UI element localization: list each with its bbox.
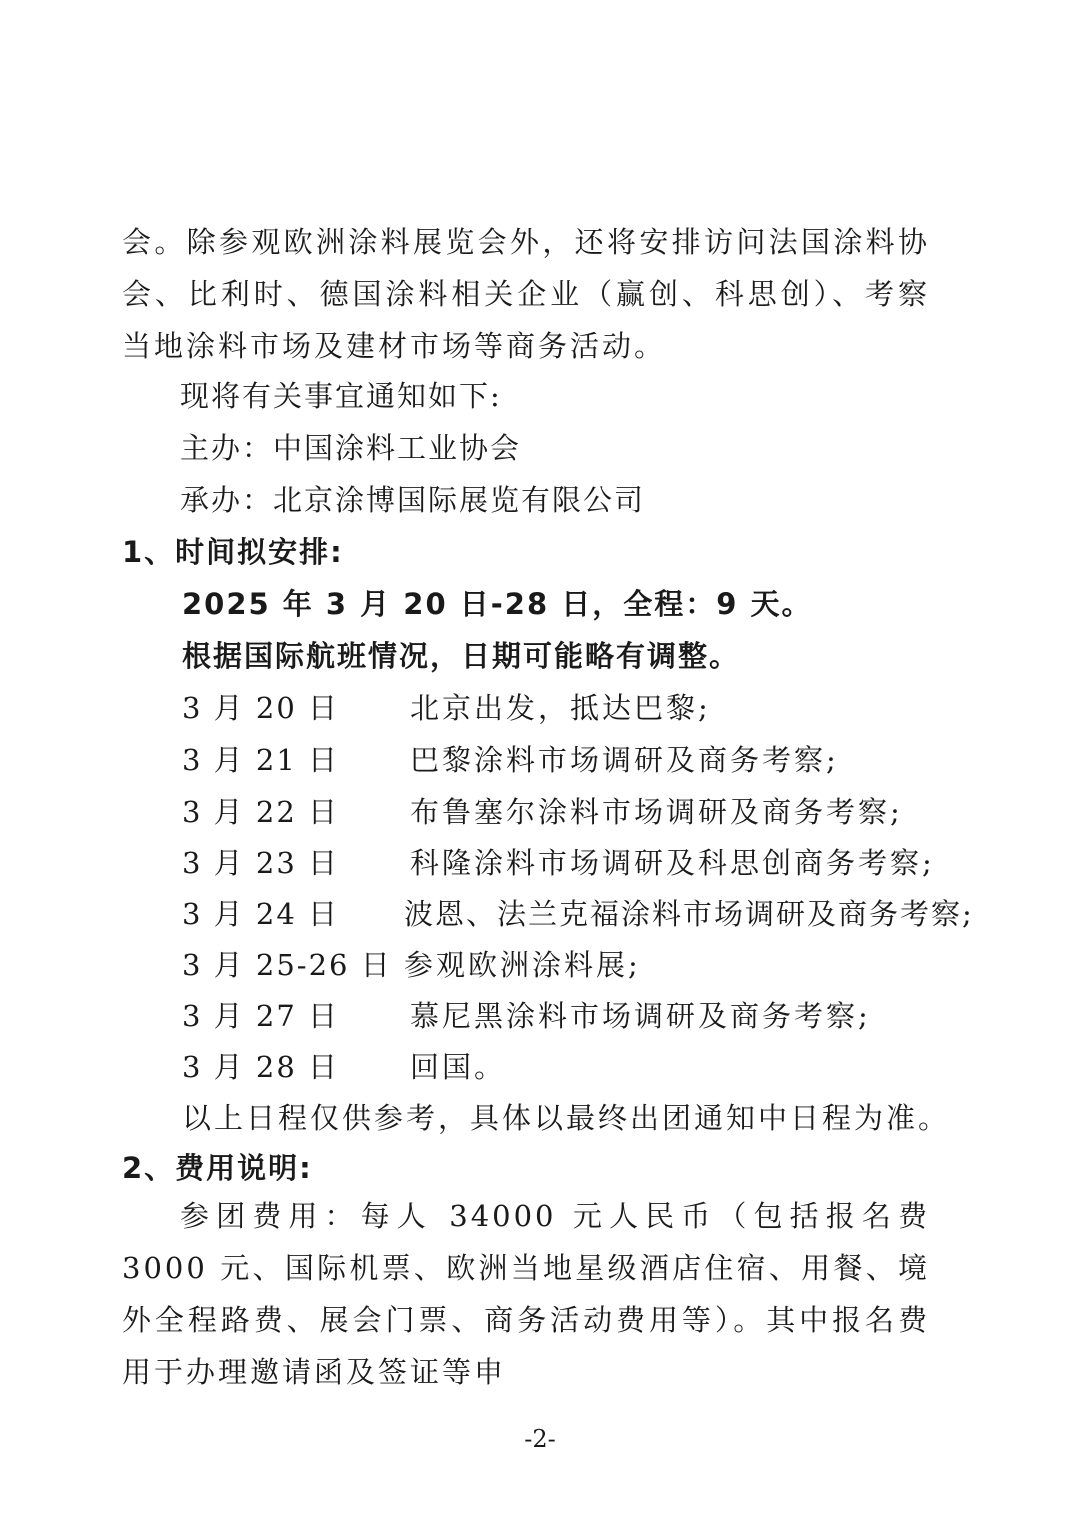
notice-line: 现将有关事宜通知如下:: [180, 379, 502, 413]
schedule-date: 3 月 28 日: [182, 1050, 340, 1084]
section2-heading: 2、费用说明:: [122, 1151, 313, 1185]
page-number: -2-: [524, 1425, 556, 1453]
schedule-row: [182, 740, 942, 780]
organizer-host: 主办：中国涂料工业协会: [180, 431, 522, 465]
schedule-date: 3 月 21 日: [182, 743, 340, 777]
schedule-footnote: 以上日程仅供参考，具体以最终出团通知中日程为准。: [182, 1101, 951, 1135]
section1-dates-line: 2025 年 3 月 20 日-28 日，全程：9 天。: [182, 587, 813, 621]
schedule-row: [182, 1047, 942, 1087]
section1-heading: 1、时间拟安排:: [122, 535, 344, 569]
schedule-date: 3 月 23 日: [182, 846, 340, 880]
schedule-row: [182, 688, 942, 728]
schedule-activity: 波恩、法兰克福涂料市场调研及商务考察;: [404, 897, 974, 931]
schedule-activity: 布鲁塞尔涂料市场调研及商务考察;: [410, 795, 903, 829]
schedule-row: [182, 945, 942, 985]
schedule-date: 3 月 24 日: [182, 897, 340, 931]
schedule-activity: 科隆涂料市场调研及科思创商务考察;: [410, 846, 935, 880]
schedule-activity: 北京出发，抵达巴黎;: [410, 691, 711, 725]
schedule-activity: 参观欧洲涂料展;: [404, 948, 641, 982]
schedule-date: 3 月 20 日: [182, 691, 340, 725]
schedule-activity: 巴黎涂料市场调研及商务考察;: [410, 743, 839, 777]
schedule-row: [182, 996, 942, 1036]
schedule-row: [182, 894, 974, 934]
schedule-date: 3 月 25-26 日: [182, 948, 392, 982]
schedule-activity: 回国。: [410, 1050, 507, 1084]
schedule-date: 3 月 22 日: [182, 795, 340, 829]
schedule-row: [182, 843, 942, 883]
section1-adjust-note: 根据国际航班情况，日期可能略有调整。: [182, 639, 741, 673]
schedule-date: 3 月 27 日: [182, 999, 340, 1033]
organizer-co-host: 承办：北京涂博国际展览有限公司: [180, 483, 646, 517]
schedule-activity: 慕尼黑涂料市场调研及商务考察;: [410, 999, 871, 1033]
section2-paragraph: 参团费用：每人 34000 元人民币（包括报名费 3000 元、国际机票、欧洲当地星级酒店住宿、用餐、境外全程路费、展会门票、商务活动费用等）。其中报名费用于办理邀请函及签证等申: [122, 1199, 930, 1389]
schedule-row: [182, 792, 942, 832]
intro-paragraph: 会。除参观欧洲涂料展览会外，还将安排访问法国涂料协会、比利时、德国涂料相关企业（赢创、科思创）、考察当地涂料市场及建材市场等商务活动。: [122, 225, 930, 363]
